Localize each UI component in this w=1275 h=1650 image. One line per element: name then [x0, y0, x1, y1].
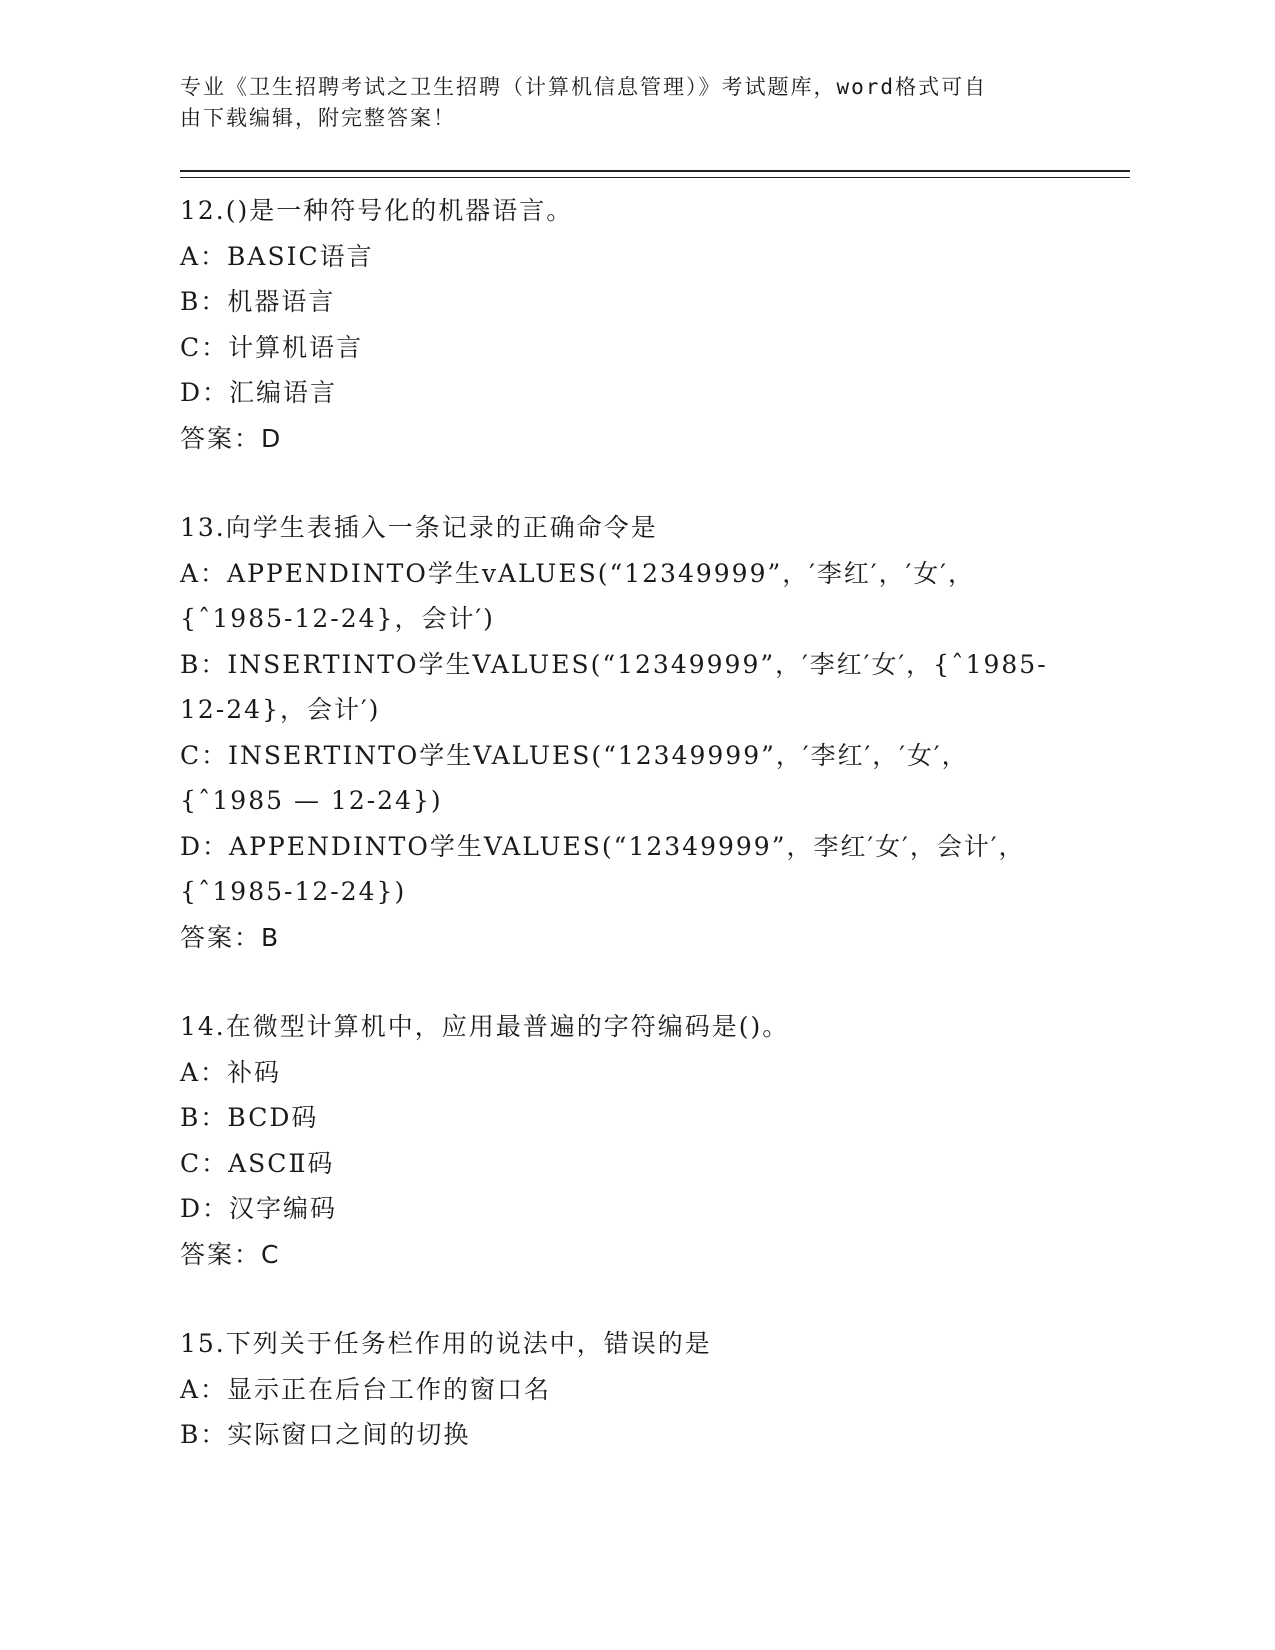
answer-line: 答案：C	[180, 1239, 281, 1269]
question-block	[180, 505, 1080, 960]
answer-line: 答案：D	[180, 423, 283, 453]
header-line-2: 由下载编辑，附完整答案！	[180, 106, 456, 130]
question-stem: 13.向学生表插入一条记录的正确命令是	[180, 513, 658, 542]
question-block	[180, 1321, 1080, 1458]
option-b-continued: 12-24}，会计′)	[180, 695, 381, 724]
question-spacer	[180, 960, 1080, 1004]
header-line-1: 专业《卫生招聘考试之卫生招聘（计算机信息管理）》考试题库，word格式可自	[180, 75, 988, 99]
question-stem: 15.下列关于任务栏作用的说法中，错误的是	[180, 1329, 712, 1358]
question-block	[180, 1004, 1080, 1277]
option-c-continued: {ˆ1985 — 12-24})	[180, 786, 443, 815]
option-a: A：显示正在后台工作的窗口名	[180, 1374, 552, 1404]
option-b: B：INSERTINTO学生VALUES(“12349999”，′李红′女′，{ˆ1985-	[180, 649, 1048, 679]
header-divider-thick	[180, 170, 1130, 172]
header-divider-thin	[180, 177, 1130, 178]
option-c: C：INSERTINTO学生VALUES(“12349999”，′李红′，′女′，	[180, 740, 969, 770]
option-b: B：实际窗口之间的切换	[180, 1420, 471, 1449]
option-d: D：APPENDINTO学生VALUES(“12349999”，李红′女′，会计′，	[180, 831, 1026, 861]
question-spacer	[180, 461, 1080, 505]
option-b: B：BCD码	[180, 1103, 319, 1132]
question-list	[180, 188, 1080, 1458]
option-d-continued: {ˆ1985-12-24})	[180, 877, 407, 906]
option-a: A：APPENDINTO学生vALUES(“12349999”，′李红′，′女′，	[180, 558, 975, 588]
option-d: D：汇编语言	[180, 378, 338, 407]
option-d: D：汉字编码	[180, 1194, 338, 1223]
option-a: A：补码	[180, 1057, 282, 1087]
option-c: C：ASCⅡ码	[180, 1148, 335, 1178]
question-stem: 14.在微型计算机中，应用最普遍的字符编码是()。	[180, 1012, 790, 1041]
option-a: A：BASIC语言	[180, 241, 374, 271]
answer-line: 答案：B	[180, 922, 281, 952]
question-stem: 12.()是一种符号化的机器语言。	[180, 196, 574, 225]
document-header	[180, 72, 1060, 134]
option-c: C：计算机语言	[180, 332, 364, 362]
option-b: B：机器语言	[180, 287, 336, 316]
option-a-continued: {ˆ1985-12-24}，会计′)	[180, 604, 495, 633]
question-block	[180, 188, 1080, 461]
question-spacer	[180, 1277, 1080, 1321]
